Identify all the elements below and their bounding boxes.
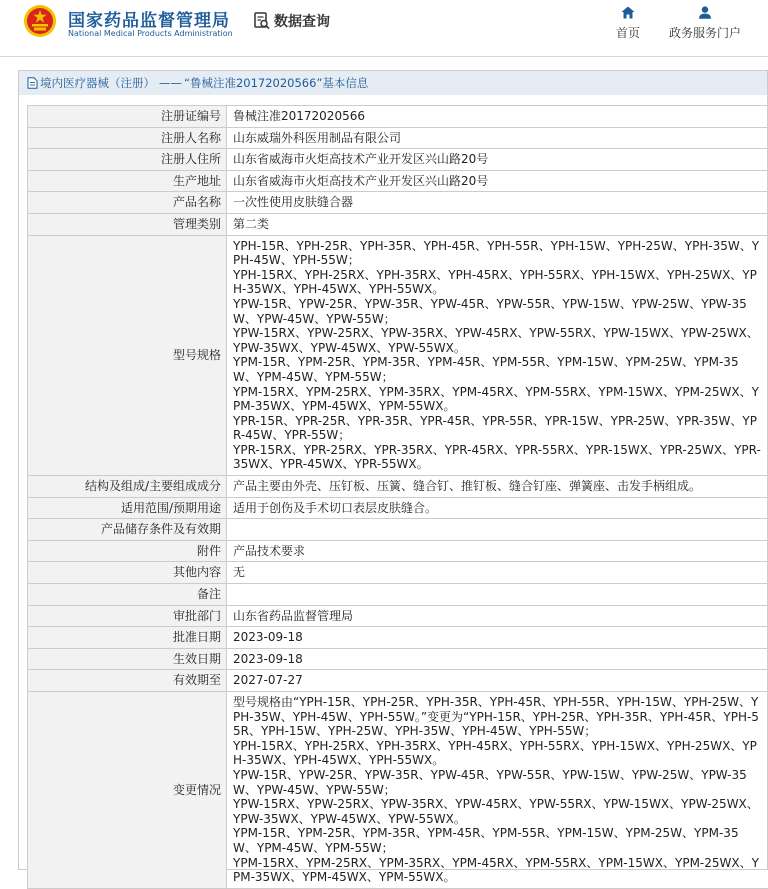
- field-value: 山东威瑞外科医用制品有限公司: [227, 127, 768, 149]
- table-row: [28, 149, 768, 171]
- field-label: 产品储存条件及有效期: [28, 519, 227, 541]
- field-label: 变更情况: [28, 692, 227, 889]
- field-value: [227, 584, 768, 606]
- field-label: 结构及组成/主要组成成分: [28, 476, 227, 498]
- field-label: 型号规格: [28, 235, 227, 476]
- header-divider: [0, 56, 768, 57]
- table-row: [28, 605, 768, 627]
- document-icon: [27, 77, 38, 89]
- table-row: [28, 127, 768, 149]
- table-row: [28, 497, 768, 519]
- table-row: [28, 627, 768, 649]
- field-label: 备注: [28, 584, 227, 606]
- data-query-label: 数据查询: [274, 11, 330, 31]
- field-value: 鲁械注准20172020566: [227, 106, 768, 128]
- field-value: YPH-15R、YPH-25R、YPH-35R、YPH-45R、YPH-55R、YPH-15W、YPH-25W、YPH-35W、YPH-45W、YPH-55W； YPH-15RX、YPH-25RX、YPH-35RX、YPH-45RX、YPH-55RX、YPH-15WX、YPH-25WX、YPH-35WX、YPH-45WX、YPH-55WX。 YPW-15R、YPW-25R、YPW-35R、YPW-45R、YPW-55R、YPW-15W、YPW-25W、YPW-35W、YPW-45W、YPW-55W； YPW-15RX、YPW-25RX、YPW-35RX、YPW-45RX、YPW-55RX、YPW-15WX、YPW-25WX、YPW-35WX、YPW-45WX、YPW-55WX。 YPM-15R、YPM-25R、YPM-35R、YPM-45R、YPM-55R、YPM-15W、YPM-25W、YPM-35W、YPM-45W、YPM-55W； YPM-15RX、YPM-25RX、YPM-35RX、YPM-45RX、YPM-55RX、YPM-15WX、YPM-25WX、YPM-35WX、YPM-45WX、YPM-55WX。 YPR-15R、YPR-25R、YPR-35R、YPR-45R、YPR-55R、YPR-15W、YPR-25W、YPR-35W、YPR-45W、YPR-55W； YPR-15RX、YPR-25RX、YPR-35RX、YPR-45RX、YPR-55RX、YPR-15WX、YPR-25WX、YPR-35WX、YPR-45WX、YPR-55WX。: [227, 235, 768, 476]
- field-value: 山东省威海市火炬高技术产业开发区兴山路20号: [227, 149, 768, 171]
- field-label: 注册人住所: [28, 149, 227, 171]
- nav-home[interactable]: [616, 6, 640, 41]
- field-label: 管理类别: [28, 213, 227, 235]
- field-label: 其他内容: [28, 562, 227, 584]
- table-row: [28, 213, 768, 235]
- record-panel: [18, 70, 768, 870]
- table-row: [28, 670, 768, 692]
- field-value: 山东省威海市火炬高技术产业开发区兴山路20号: [227, 170, 768, 192]
- field-value: 型号规格由“YPH-15R、YPH-25R、YPH-35R、YPH-45R、YPH-55R、YPH-15W、YPH-25W、YPH-35W、YPH-45W、YPH-55W。”变更为“YPH-15R、YPH-25R、YPH-35R、YPH-45R、YPH-55R、YPH-15W、YPH-25W、YPH-35W、YPH-45W、YPH-55W； YPH-15RX、YPH-25RX、YPH-35RX、YPH-45RX、YPH-55RX、YPH-15WX、YPH-25WX、YPH-35WX、YPH-45WX、YPH-55WX。 YPW-15R、YPW-25R、YPW-35R、YPW-45R、YPW-55R、YPW-15W、YPW-25W、YPW-35W、YPW-45W、YPW-55W； YPW-15RX、YPW-25RX、YPW-35RX、YPW-45RX、YPW-55RX、YPW-15WX、YPW-25WX、YPW-35WX、YPW-45WX、YPW-55WX。 YPM-15R、YPM-25R、YPM-35R、YPM-45R、YPM-55R、YPM-15W、YPM-25W、YPM-35W、YPM-45W、YPM-55W； YPM-15RX、YPM-25RX、YPM-35RX、YPM-45RX、YPM-55RX、YPM-15WX、YPM-25WX、YPM-35WX、YPM-45WX、YPM-55WX。: [227, 692, 768, 889]
- home-icon: [621, 6, 635, 19]
- category-link[interactable]: 境内医疗器械（注册）: [40, 75, 155, 91]
- field-value: 产品主要由外壳、压钉板、压簧、缝合钉、推钉板、缝合钉座、弹簧座、击发手柄组成。: [227, 476, 768, 498]
- field-label: 注册证编号: [28, 106, 227, 128]
- national-emblem-icon[interactable]: [23, 4, 57, 38]
- field-label: 批准日期: [28, 627, 227, 649]
- field-value: 2023-09-18: [227, 627, 768, 649]
- table-row: [28, 584, 768, 606]
- nav-gov-label: 政务服务门户: [669, 24, 741, 41]
- field-value: 一次性使用皮肤缝合器: [227, 192, 768, 214]
- field-label: 产品名称: [28, 192, 227, 214]
- field-value: 2027-07-27: [227, 670, 768, 692]
- field-label: 附件: [28, 540, 227, 562]
- table-row: [28, 170, 768, 192]
- nav-home-label: 首页: [616, 24, 640, 41]
- table-row: [28, 692, 768, 889]
- user-icon: [698, 6, 712, 19]
- field-label: 审批部门: [28, 605, 227, 627]
- table-row: [28, 519, 768, 541]
- table-row: [28, 648, 768, 670]
- field-label: 生产地址: [28, 170, 227, 192]
- field-label: 注册人名称: [28, 127, 227, 149]
- field-value: 第二类: [227, 213, 768, 235]
- field-label: 有效期至: [28, 670, 227, 692]
- field-value: 无: [227, 562, 768, 584]
- table-row: [28, 562, 768, 584]
- field-value: 产品技术要求: [227, 540, 768, 562]
- site-header: [0, 0, 768, 56]
- table-row: [28, 192, 768, 214]
- field-label: 生效日期: [28, 648, 227, 670]
- table-row: [28, 540, 768, 562]
- table-row: [28, 476, 768, 498]
- field-label: 适用范围/预期用途: [28, 497, 227, 519]
- title-separator: ——: [159, 76, 182, 90]
- site-title[interactable]: 国家药品监督管理局: [68, 6, 230, 31]
- record-title-bar: [19, 71, 767, 95]
- site-subtitle: National Medical Products Administration: [68, 29, 233, 38]
- document-search-icon: [254, 12, 270, 30]
- field-value: 适用于创伤及手术切口表层皮肤缝合。: [227, 497, 768, 519]
- field-value: 2023-09-18: [227, 648, 768, 670]
- data-query-title: [254, 11, 330, 31]
- record-detail-table: [27, 105, 768, 889]
- field-value: 山东省药品监督管理局: [227, 605, 768, 627]
- field-value: [227, 519, 768, 541]
- record-title: “鲁械注准20172020566”基本信息: [184, 75, 368, 91]
- nav-gov-service-portal[interactable]: [669, 6, 741, 41]
- table-row: [28, 235, 768, 476]
- table-row: [28, 106, 768, 128]
